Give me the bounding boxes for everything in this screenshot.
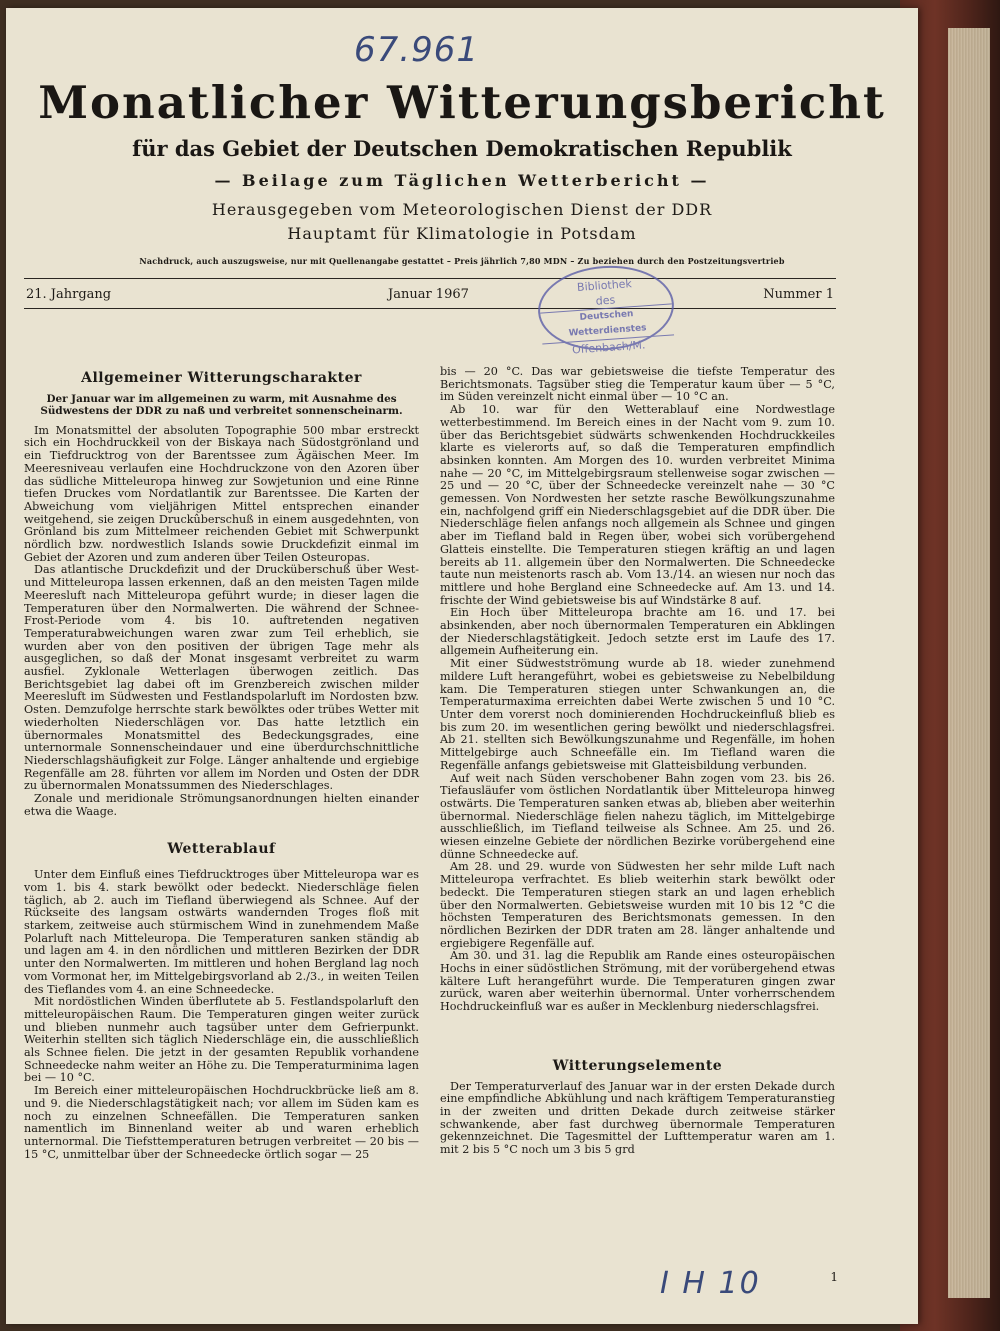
- column-left: [24, 366, 419, 1161]
- paragraph: Auf weit nach Süden verschobener Bahn zogen vom 23. bis 26. Tiefausläufer vom östlichen Nordatlantik über Mitteleuropa hinweg ostwärts. Die Temperaturen sanken etwas ab, blieben aber weiterhin übernormal. Niederschläge fielen nahezu täglich, im Mittelgebirge ausschließlich, im Tiefland teilweise als Schnee. Am 25. und 26. wiesen einzelne Gebiete der nördlichen Bezirke vorübergehend eine dünne Schneedecke auf.: [440, 771, 835, 861]
- issue-number: Nummer 1: [763, 287, 834, 302]
- paragraph: Am 30. und 31. lag die Republik am Rande eines osteuropäischen Hochs in einer südöstlichen Strömung, mit der vorübergehend etwas kältere Luft herangeführt wurde. Die Temperaturen gingen zwar zurück, waren aber weiterhin übernormal. Unter vorherrschendem Hochdruckeinfluß war es außer in Mecklenburg niederschlagsfrei.: [440, 949, 835, 1014]
- library-stamp: [535, 261, 677, 357]
- paragraph: Im Monatsmittel der absoluten Topographie 500 mbar erstreckt sich ein Hochdruckkeil von der Biskaya nach Südostgrönland und ein Tiefdrucktrog von der Barentssee zum Ägäischen Meer. Im Meeresniveau verlaufen eine Hochdruckzone von den Azoren über das südliche Mitteleuropa hinweg zur Sowjetunion und eine Rinne tiefen Druckes vom Nordatlantik zur Barentssee. Die Karten der Abweichung vom vieljährigen Mittel entsprechen einander weitgehend, sie zeigen Druckûberschuß in einem ausgedehnten, von Grönland bis zum Mittelmeer reichenden Gebiet mit Schwerpunkt nördlich bzw. nordwestlich Islands sowie Druckdefizit einmal im Gebiet der Azoren und zum anderen über Teilen Osteuropas.: [24, 423, 419, 564]
- stamp-line-2: des: [595, 293, 616, 308]
- publisher-line-2: Hauptamt für Klimatologie in Potsdam: [287, 224, 637, 243]
- paragraph: Im Bereich einer mitteleuropäischen Hochdruckbrücke ließ am 8. und 9. die Niederschlagstätigkeit nach; vor allem im Süden kam es noch zu einzelnen Schneefällen. Die Temperaturen sanken namentlich im Binnenland weiter ab und waren erheblich unternormal. Die Tiefsttemperaturen betrugen verbreitet — 20 bis — 15 °C, unmittelbar über der Schneedecke örtlich sogar — 25: [24, 1084, 419, 1161]
- paragraph: Am 28. und 29. wurde von Südwesten her sehr milde Luft nach Mitteleuropa verfrachtet. Es blieb weiterhin stark bewölkt oder bedeckt. Die Temperaturen stiegen stark an und lagen erheblich über den Normalwerten. Gebietsweise wurden mit 10 bis 12 °C die höchsten Temperaturen des Berichtsmonats gemessen. In den nördlichen Bezirken der DDR traten am 28. länger anhaltende und ergiebigere Regenfälle auf.: [440, 860, 835, 950]
- report-subtitle: für das Gebiet der Deutschen Demokratischen Republik: [132, 136, 792, 161]
- paragraph: bis — 20 °C. Das war gebietsweise die tiefste Temperatur des Berichtsmonats. Tagsüber stieg die Temperatur kaum über — 5 °C, im Süden vereinzelt nicht einmal über — 10 °C an.: [440, 365, 835, 404]
- column-right: [440, 366, 835, 1157]
- supplement-line: — Beilage zum Täglichen Wetterbericht —: [214, 171, 710, 190]
- section-lead: Der Januar war im allgemeinen zu warm, mit Ausnahme des Südwestens der DDR zu naß und verbreitet sonnenscheinarm.: [40, 392, 403, 417]
- page-number: 1: [830, 1270, 838, 1284]
- publisher-line-1: Herausgegeben vom Meteorologischen Dienst der DDR: [211, 200, 713, 219]
- page-edges: [948, 28, 990, 1298]
- paragraph: Das atlantische Druckdefizit und der Drucküberschuß über West- und Mitteleuropa lassen erkennen, daß an den meisten Tagen milde Meeresluft nach Mitteleuropa geführt wurde; in dieser lagen die Temperaturen über den Normalwerten. Die während der Schnee-Frost-Periode vom 4. bis 10. auftretenden negativen Temperaturabweichungen waren zwar zum Teil erheblich, sie wurden aber von den positiven der übrigen Tage mehr als ausgeglichen, so daß der Monat insgesamt verbreitet zu warm ausfiel. Zyklonale Wetterlagen überwogen zeitlich. Das Berichtsgebiet lag dabei oft im Grenzbereich zwischen milder Meeresluft im Südwesten und Festlandspolarluft im Nordosten bzw. Osten. Demzufolge herrschte stark bewölktes oder trübes Wetter mit wiederholten Niederschlägen vor. Das hatte letztlich ein übernormales Monatsmittel des Bedeckungsgrades, eine unternormale Sonnenscheindauer und eine überdurchschnittliche Niederschlagshäufigkeit zur Folge. Länger anhaltende und ergiebige Regenfälle am 28. führten vor allem im Norden und Osten der DDR zu übernormalen Monatssummen des Niederschlages.: [24, 563, 419, 793]
- paragraph: Zonale und meridionale Strömungsanordnungen hielten einander etwa die Waage.: [24, 792, 419, 818]
- paragraph: Der Temperaturverlauf des Januar war in der ersten Dekade durch eine empfindliche Abkühlung und nach kräftigem Temperaturanstieg in der zweiten und dritten Dekade durch zeitweise stärker schwankende, aber fast durchweg übernormale Temperaturen gekennzeichnet. Die Tagesmittel der Lufttemperatur waren am 1. mit 2 bis 5 °C noch um 3 bis 5 grd: [440, 1079, 835, 1157]
- paragraph: Mit einer Südwestströmung wurde ab 18. wieder zunehmend mildere Luft herangeführt, wobei es gebietsweise zu Nebelbildung kam. Die Temperaturen stiegen unter Schwankungen an, die Temperaturmaxima erreichten dabei Werte zwischen 5 und 10 °C. Unter dem vorerst noch dominierenden Hochdruckeinfluß blieb es bis zum 20. im wesentlichen gering bewölkt und niederschlagsfrei. Ab 21. stellten sich Bewölkungszunahme und Regenfälle, im hohen Mittelgebirge auch Schneefälle ein. Im Tiefland waren die Regenfälle anfangs gebietsweise mit Glatteisbildung verbunden.: [440, 657, 835, 772]
- handwritten-shelfmark: 67.961: [354, 30, 479, 70]
- handwritten-pen-mark: I H 10: [660, 1266, 761, 1301]
- reprint-notice: Nachdruck, auch auszugsweise, nur mit Quellenangabe gestattet – Preis jährlich 7,80 MDN – Zu beziehen durch den Postzeitungsvertrieb: [139, 256, 785, 266]
- stamp-line-3: Deutschen Wetterdienstes: [540, 303, 674, 344]
- report-title: Monatlicher Witterungsbericht: [38, 76, 886, 129]
- stamp-line-4: Offenbach/M.: [571, 338, 646, 357]
- paragraph: Mit nordöstlichen Winden überflutete ab 5. Festlandspolarluft den mitteleuropäischen Raum. Die Temperaturen gingen weiter zurück und blieben nunmehr auch tagsüber unter dem Gefrierpunkt. Weiterhin stellten sich täglich Niederschläge ein, die ausschließlich als Schnee fielen. Die jetzt in der gesamten Republik vorhandene Schneedecke nahm weiter an Höhe zu. Die Temperaturminima lagen bei — 10 °C.: [24, 995, 419, 1085]
- paragraph: Unter dem Einfluß eines Tiefdrucktroges über Mitteleuropa war es vom 1. bis 4. stark bewölkt oder bedeckt. Niederschläge fielen täglich, ab 2. auch im Tiefland überwiegend als Schnee. Auf der Rückseite des langsam ostwärts wandernden Troges floß mit starkem, zeitweise auch stürmischem Wind in zunehmendem Maße Polarluft nach Mitteleuropa. Die Temperaturen sanken ständig ab und lagen am 4. in den nördlichen und mittleren Bezirken der DDR unter den Normalwerten. Im mittleren und hohen Bergland lag noch vom Vormonat her, im Mittelgebirgsvorland ab 2./3., in weiten Teilen des Tieflandes vom 4. an eine Schneedecke.: [24, 868, 419, 996]
- section-heading-wetterablauf: Wetterablauf: [167, 840, 276, 857]
- stamp-line-1: Bibliothek: [576, 277, 633, 294]
- section-heading-witterungselemente: Witterungselemente: [552, 1057, 723, 1074]
- header-rule-bottom: [24, 308, 836, 309]
- paragraph: Ab 10. war für den Wetterablauf eine Nordwestlage wetterbestimmend. Im Bereich eines in der Nacht vom 9. zum 10. über das Berichtsgebiet südwärts schwenkenden Hochdruckkeiles klarte es vielerorts auf, so daß die Temperaturen empfindlich absinken konnten. Am Morgen des 10. wurden verbreitet Minima nahe — 20 °C, im Mittelgebirgsraum stellenweise sogar zwischen — 25 und — 20 °C, über der Schneedecke vereinzelt nahe — 30 °C gemessen. Von Nordwesten her setzte rasche Bewölkungszunahme ein, nachfolgend griff ein Niederschlagsgebiet auf die DDR über. Die Niederschläge fielen anfangs noch allgemein als Schnee und gingen aber im Tiefland bald in Regen über, wobei sich vorübergehend Glatteis einstellte. Die Temperaturen stiegen kräftig an und lagen bereits ab 11. allgemein über den Normalwerten. Die Schneedecke taute nun meistenorts rasch ab. Vom 13./14. an wiesen nur noch das mittlere und hohe Bergland eine Schneedecke auf. Am 13. und 14. frischte der Wind gebietsweise bis auf Windstärke 8 auf.: [440, 403, 835, 607]
- paragraph: Ein Hoch über Mitteleuropa brachte am 16. und 17. bei absinkenden, aber noch übernormalen Temperaturen ein Abklingen der Niederschlagstätigkeit. Jedoch setzte erst im Laufe des 17. allgemein Aufheiterung ein.: [440, 606, 835, 658]
- document-page: [6, 8, 918, 1324]
- header-rule-top: [24, 278, 836, 279]
- volume-label: 21. Jahrgang: [26, 287, 112, 302]
- section-heading-allgemein: Allgemeiner Witterungscharakter: [81, 370, 362, 386]
- issue-date: Januar 1967: [388, 287, 469, 302]
